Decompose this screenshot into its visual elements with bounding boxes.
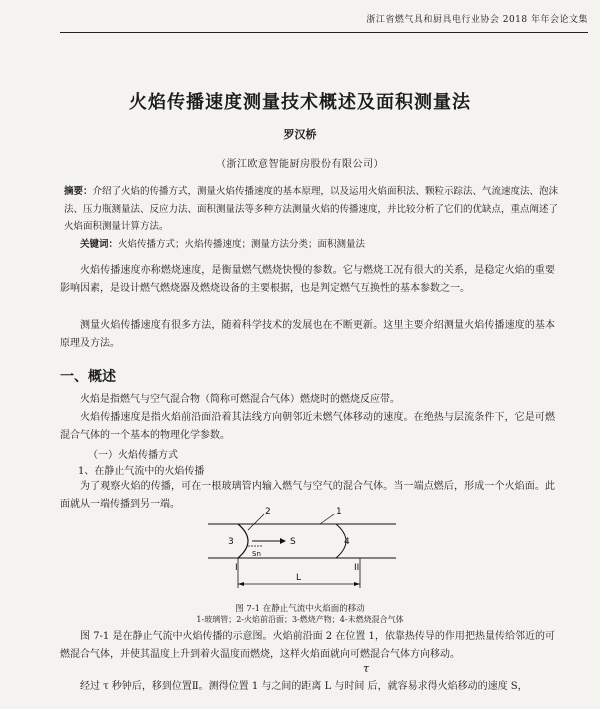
figure-caption: 图 7-1 在静止气流中火焰面的移动 xyxy=(235,604,365,614)
subsection-heading: （一）火焰传播方式 xyxy=(88,450,178,461)
author: 罗汉桥 xyxy=(283,128,317,141)
label-2: 2 xyxy=(265,507,271,517)
s-arrowhead xyxy=(280,538,286,544)
running-header: 浙江省燃气具和厨具电行业协会 2018 年年会论文集 xyxy=(366,15,588,25)
label-1: 1 xyxy=(336,507,342,517)
abstract xyxy=(64,183,564,236)
paragraph-observation: 为了观察火焰的传播，可在一根玻璃管内输入燃气与空气的混合气体。当一端点燃后，形成一个火焰面。此面就从一端传播到另一端。 xyxy=(60,481,555,510)
label-position-I: I xyxy=(235,563,238,573)
label-3: 3 xyxy=(228,537,234,547)
label-distance-L: L xyxy=(296,573,302,583)
section-heading: 一、概述 xyxy=(60,369,116,385)
keywords xyxy=(80,236,570,250)
abstract-label: 摘要： xyxy=(64,186,93,197)
label-4: 4 xyxy=(344,537,350,547)
paragraph-intro-1: 火焰传播速度亦称燃烧速度，是衡量燃气燃烧快慢的参数。它与燃烧工况有很大的关系，是稳定火焰的重要影响因素，是设计燃气燃烧器及燃烧设备的主要根据，也是判定燃气互换性的基本参数之一。 xyxy=(60,265,555,294)
paragraph-intro-2: 测量火焰传播速度有很多方法，随着科学技术的发展也在不断更新。这里主要介绍测量火焰传播速度的基本原理及方法。 xyxy=(60,320,555,349)
leader-2 xyxy=(248,514,264,530)
subsubsection-heading: 1、在静止气流中的火焰传播 xyxy=(78,466,205,477)
paragraph-figure-explanation: 图 7-1 是在静止气流中火焰传播的示意图。火焰前沿面 2 在位置 1，依靠热传导的作用把热量传给邻近的可燃混合气体，并使其温度上升到着火温度而燃烧，这样火焰面就向可燃混合气体方向移动。 xyxy=(60,631,555,660)
header-rule xyxy=(60,32,588,33)
figure-legend: 1-玻璃管；2-火焰前沿面；3-燃烧产物；4-未燃烧混合气体 xyxy=(196,615,404,624)
affiliation: （浙江欧意智能厨房股份有限公司） xyxy=(216,159,384,170)
flame-front xyxy=(238,524,248,558)
flame-tube-figure xyxy=(200,506,400,600)
paragraph-speed-definition: 火焰传播速度是指火焰前沿面沿着其法线方向朝邻近未燃气体移动的速度。在绝热与层流条件下，它是可燃混合气体的一个基本的物理化学参数。 xyxy=(60,412,555,441)
label-s: S xyxy=(290,537,296,547)
abstract-text: 介绍了火焰的传播方式，测量火焰传播速度的基本原理，以及运用火焰面积法、颗粒示踪法、气流速度法、泡沫法、压力瓶测量法、反应力法、面积测量法等多种方法测量火焰的传播速度，并比较分析了它们的优缺点，重点阐述了火焰面积测量计算方法。 xyxy=(64,186,559,232)
distance-arrow-left xyxy=(238,582,244,586)
paper-title: 火焰传播速度测量技术概述及面积测量法 xyxy=(129,92,471,113)
paragraph-speed-calc: 经过 τ 秒钟后，移到位置Ⅱ。测得位置 1 与之间的距离 L 与时间 后，就容易求得火焰移动的速度 S， xyxy=(80,681,528,692)
label-sn: Sn xyxy=(252,550,261,558)
distance-arrow-right xyxy=(354,582,360,586)
keywords-label: 关键词： xyxy=(80,239,119,250)
leader-1 xyxy=(320,514,334,524)
keywords-text: 火焰传播方式；火焰传播速度；测量方法分类；面积测量法 xyxy=(118,239,366,250)
paragraph-flame-definition: 火焰是指燃气与空气混合物（简称可燃混合气体）燃烧时的燃烧反应带。 xyxy=(80,394,400,405)
tau-symbol: τ xyxy=(363,662,370,675)
label-position-II: II xyxy=(354,563,360,573)
